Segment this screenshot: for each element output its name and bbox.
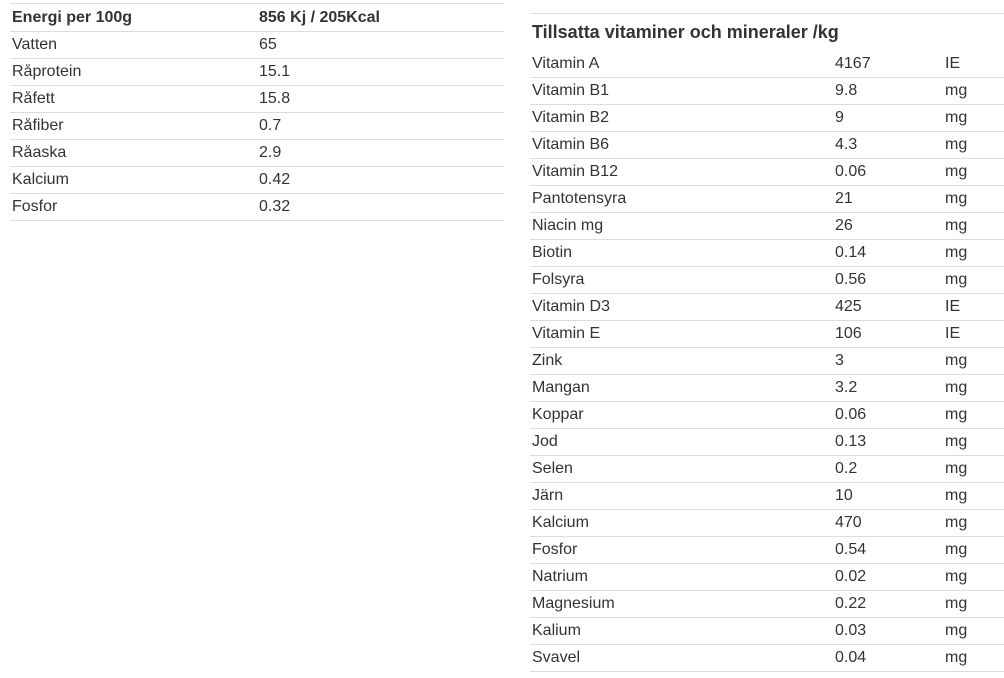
nutrient-value: 0.03 [835, 623, 867, 639]
energy-table-header-value: 856 Kj / 205Kcal [259, 9, 380, 26]
table-row [530, 321, 1004, 348]
table-row [530, 645, 1004, 672]
nutrient-value: 4167 [835, 56, 871, 72]
nutrient-value: 15.8 [259, 91, 291, 107]
nutrient-label: Biotin [532, 245, 573, 261]
nutrient-unit: mg [945, 110, 968, 126]
table-row [530, 186, 1004, 213]
nutrient-label: Mangan [532, 380, 590, 396]
table-row [530, 51, 1004, 78]
vitamins-minerals-table [530, 13, 1004, 672]
nutrient-value: 3.2 [835, 380, 858, 396]
nutrient-label: Selen [532, 461, 573, 477]
nutrient-value: 425 [835, 299, 862, 315]
nutrient-value: 0.2 [835, 461, 858, 477]
nutrient-label: Vitamin B2 [532, 110, 610, 126]
nutrient-unit: mg [945, 407, 968, 423]
table-row [530, 375, 1004, 402]
nutrient-label: Råfett [12, 91, 55, 107]
nutrient-label: Vitamin A [532, 56, 600, 72]
nutrient-label: Zink [532, 353, 563, 369]
nutrient-label: Järn [532, 488, 564, 504]
table-row [530, 159, 1004, 186]
nutrient-label: Folsyra [532, 272, 585, 288]
nutrient-value: 470 [835, 515, 862, 531]
nutrient-unit: mg [945, 596, 968, 612]
nutrient-label: Kalcium [12, 172, 69, 188]
nutrient-value: 15.1 [259, 64, 291, 80]
table-row [530, 429, 1004, 456]
table-row [530, 564, 1004, 591]
energy-table-header-label: Energi per 100g [12, 9, 133, 26]
table-row [530, 456, 1004, 483]
nutrient-unit: IE [945, 56, 961, 72]
table-row [530, 402, 1004, 429]
nutrient-label: Kalcium [532, 515, 589, 531]
nutrient-label: Vitamin B1 [532, 83, 610, 99]
nutrient-label: Koppar [532, 407, 584, 423]
table-row [10, 140, 504, 167]
table-row [530, 132, 1004, 159]
nutrient-unit: mg [945, 542, 968, 558]
nutrient-value: 0.32 [259, 199, 291, 215]
nutrient-value: 3 [835, 353, 844, 369]
nutrient-value: 0.06 [835, 164, 867, 180]
table-row [530, 348, 1004, 375]
nutrient-label: Vitamin B6 [532, 137, 610, 153]
nutrient-label: Råfiber [12, 118, 64, 134]
nutrient-value: 9 [835, 110, 844, 126]
nutrient-label: Vatten [12, 37, 58, 53]
table-row [530, 294, 1004, 321]
nutrient-label: Fosfor [12, 199, 58, 215]
table-row [530, 537, 1004, 564]
energy-table-header-row [10, 4, 504, 32]
table-row [10, 167, 504, 194]
table-row [10, 59, 504, 86]
vitamins-table-rows [530, 51, 1004, 672]
nutrient-unit: mg [945, 83, 968, 99]
table-row [530, 240, 1004, 267]
nutrient-unit: mg [945, 434, 968, 450]
table-row [530, 591, 1004, 618]
nutrient-unit: mg [945, 218, 968, 234]
nutrient-label: Svavel [532, 650, 581, 666]
nutrient-label: Natrium [532, 569, 589, 585]
table-row [530, 78, 1004, 105]
nutrient-unit: mg [945, 191, 968, 207]
nutrient-value: 0.22 [835, 596, 867, 612]
nutrient-unit: mg [945, 569, 968, 585]
table-row [530, 510, 1004, 537]
nutrient-label: Magnesium [532, 596, 615, 612]
table-row [10, 113, 504, 140]
nutrient-value: 0.54 [835, 542, 867, 558]
nutrient-unit: mg [945, 488, 968, 504]
nutrient-unit: mg [945, 245, 968, 261]
nutrient-unit: mg [945, 623, 968, 639]
nutrient-value: 10 [835, 488, 853, 504]
nutrient-unit: mg [945, 461, 968, 477]
nutrient-label: Niacin mg [532, 218, 604, 234]
nutrient-value: 0.02 [835, 569, 867, 585]
nutrient-unit: IE [945, 326, 961, 342]
nutrient-value: 4.3 [835, 137, 858, 153]
nutrient-label: Fosfor [532, 542, 578, 558]
table-row [530, 267, 1004, 294]
nutrient-unit: mg [945, 380, 968, 396]
nutrient-label: Jod [532, 434, 558, 450]
nutrient-label: Kalium [532, 623, 581, 639]
nutrient-value: 0.7 [259, 118, 282, 134]
table-row [530, 483, 1004, 510]
nutrient-unit: mg [945, 353, 968, 369]
nutrient-value: 0.06 [835, 407, 867, 423]
nutrient-value: 0.14 [835, 245, 867, 261]
energy-per-100g-table [10, 3, 504, 221]
table-row [10, 32, 504, 59]
nutrient-label: Vitamin D3 [532, 299, 610, 315]
table-row [10, 194, 504, 221]
nutrient-unit: IE [945, 299, 961, 315]
nutrient-value: 0.56 [835, 272, 867, 288]
nutrient-value: 0.13 [835, 434, 867, 450]
vitamins-table-title: Tillsatta vitaminer och mineraler /kg [532, 22, 839, 42]
energy-table-rows [10, 32, 504, 221]
table-row [530, 105, 1004, 132]
nutrient-label: Råaska [12, 145, 67, 161]
nutrient-value: 21 [835, 191, 853, 207]
nutrient-label: Pantotensyra [532, 191, 627, 207]
table-row [530, 618, 1004, 645]
nutrient-label: Vitamin B12 [532, 164, 618, 180]
nutrient-unit: mg [945, 272, 968, 288]
nutrient-value: 0.42 [259, 172, 291, 188]
nutrient-value: 26 [835, 218, 853, 234]
nutrient-value: 0.04 [835, 650, 867, 666]
nutrient-unit: mg [945, 164, 968, 180]
nutrient-unit: mg [945, 515, 968, 531]
nutrient-value: 2.9 [259, 145, 282, 161]
nutrient-unit: mg [945, 137, 968, 153]
table-row [530, 213, 1004, 240]
table-row [10, 86, 504, 113]
nutrient-value: 65 [259, 37, 277, 53]
nutrient-label: Råprotein [12, 64, 82, 80]
nutrient-unit: mg [945, 650, 968, 666]
nutrient-label: Vitamin E [532, 326, 601, 342]
nutrient-value: 106 [835, 326, 862, 342]
nutrient-value: 9.8 [835, 83, 858, 99]
